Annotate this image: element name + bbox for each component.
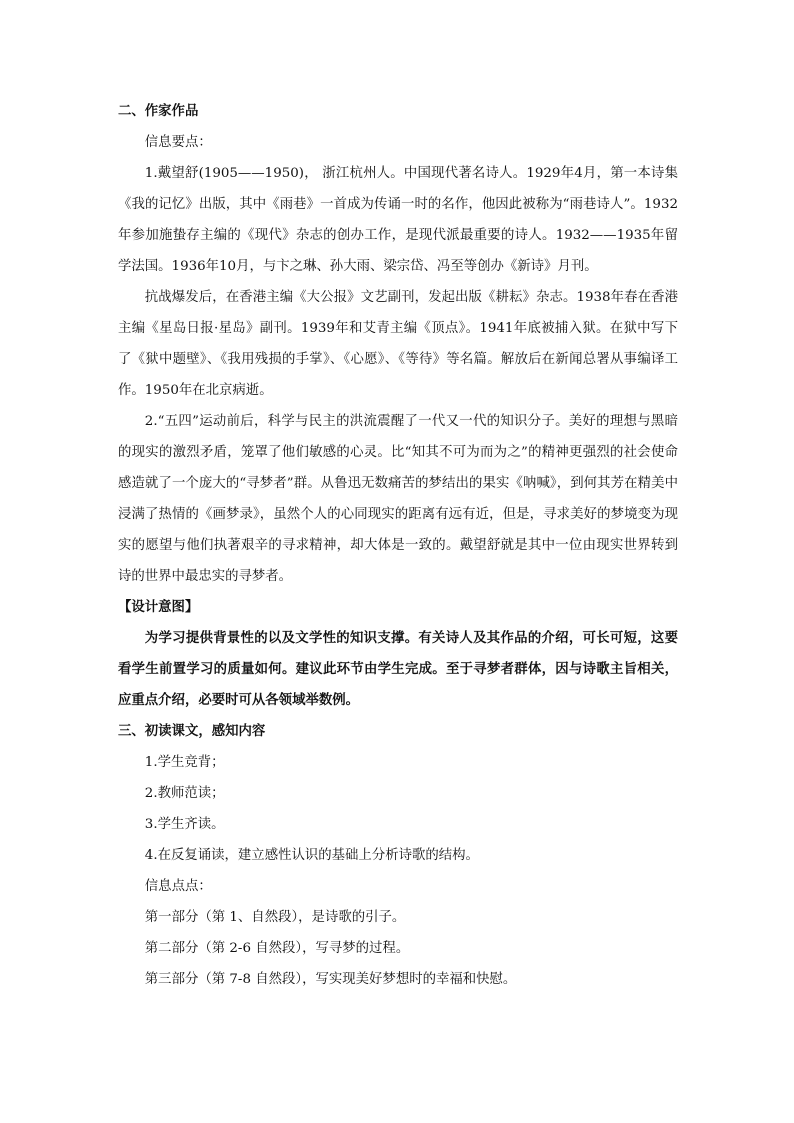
step-item: 3.学生齐读。 bbox=[144, 817, 225, 832]
design-intent-label: 【设计意图】 bbox=[118, 599, 199, 615]
section-heading-first-reading: 三、初读课文，感知内容 bbox=[118, 723, 266, 739]
paragraph-dream-seekers: 2.“五四”运动前后，科学与民主的洪流震醒了一代又一代的知识分子。美好的理想与黑暗的现实的激烈矛盾，笼罩了他们敏感的心灵。比“知其不可为而为之”的精神更强烈的社会使命感造就了一个庞大的“寻梦者”群。从鲁迅无数痛苦的梦结出的果实《呐喊》，到何其芳在精美中浸满了热情的《画梦录》，虽然个人的心同现实的距离有远有近，但是，寻求美好的梦境变为现实的愿望与他们执著艰辛的寻求精神，却大体是一致的。戴望舒就是其中一位由现实世界转到诗的世界中最忠实的寻梦者。 bbox=[118, 414, 678, 584]
document-body bbox=[118, 96, 678, 995]
section-heading-author-works: 二、作家作品 bbox=[118, 103, 199, 119]
paragraph-biography: 1.戴望舒(1905——1950)， 浙江杭州人。中国现代著名诗人。1929年4月，第一本诗集《我的记忆》出版，其中《雨巷》一首成为传诵一时的名作，他因此被称为“雨巷诗人”。1932年参加施蛰存主编的《现代》杂志的创办工作，是现代派最重要的诗人。1932——1935年留学法国。1936年10月，与卞之琳、孙大雨、梁宗岱、冯至等创办《新诗》月刊。 bbox=[118, 166, 678, 274]
structure-part: 第二部分（第 2-6 自然段），写寻梦的过程。 bbox=[144, 941, 410, 956]
info-points-label: 信息要点： bbox=[144, 135, 212, 150]
structure-part: 第一部分（第 1、自然段），是诗歌的引子。 bbox=[144, 910, 406, 925]
step-item: 2.教师范读； bbox=[144, 786, 225, 801]
structure-part: 第三部分（第 7-8 自然段），写实现美好梦想时的幸福和快慰。 bbox=[144, 972, 517, 987]
design-intent-text: 为学习提供背景性的以及文学性的知识支撑。有关诗人及其作品的介绍，可长可短，这要看学生前置学习的质量如何。建议此环节由学生完成。至于寻梦者群体，因与诗歌主旨相关，应重点介绍，必要时可从各领域举数例。 bbox=[118, 630, 678, 708]
step-item: 1.学生竞背； bbox=[144, 755, 225, 770]
paragraph-wartime: 抗战爆发后，在香港主编《大公报》文艺副刊，发起出版《耕耘》杂志。1938年春在香港主编《星岛日报·星岛》副刊。1939年和艾青主编《顶点》。1941年底被捕入狱。在狱中写下了《狱中题壁》、《我用残损的手掌》、《心愿》、《等待》等名篇。解放后在新闻总署从事编译工作。1950年在北京病逝。 bbox=[118, 290, 678, 398]
info-points-label-2: 信息点点： bbox=[144, 879, 212, 894]
step-item: 4.在反复诵读，建立感性认识的基础上分析诗歌的结构。 bbox=[144, 848, 479, 863]
